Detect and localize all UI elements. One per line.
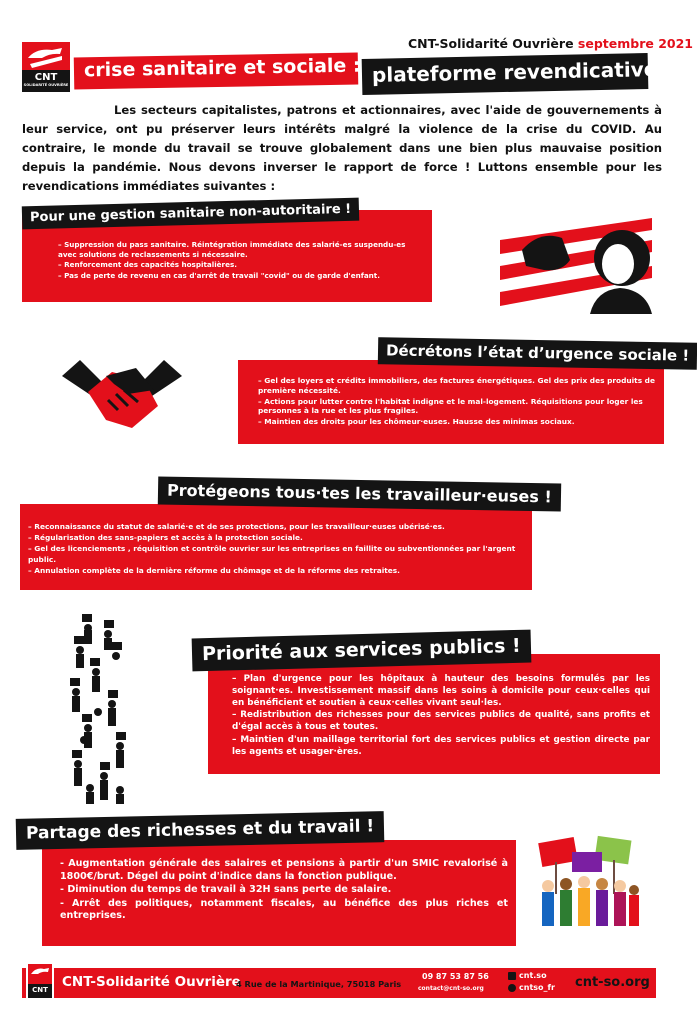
list-item: – Régularisation des sans-papiers et accès à la protection sociale.: [28, 533, 303, 543]
facebook-icon[interactable]: [508, 972, 516, 980]
title-left: crise sanitaire et sociale :: [83, 54, 361, 82]
twitter-icon[interactable]: [508, 984, 516, 992]
section-3-list: [28, 522, 524, 577]
section-3-title: Protégeons tous·tes les travailleur·euses !: [158, 476, 561, 511]
list-item: – Redistribution des richesses pour des services publics de qualité, sans profits et d'égal accès à tous et toutes.: [232, 710, 650, 733]
header-date: septembre 2021: [577, 36, 693, 51]
section-1-list: [58, 240, 420, 281]
list-item: – Maintien des droits pour les chômeur·euses. Hausse des minimas sociaux.: [258, 417, 575, 427]
footer-email[interactable]: contact@cnt-so.org: [418, 985, 484, 992]
protesters-illustration-icon: [532, 834, 644, 932]
list-item: – Actions pour lutter contre l'habitat indigne et le mal-logement. Réquisitions pour loger les personnes à la rue et les plus fragiles.: [258, 396, 643, 416]
raised-fist-woman-icon: [500, 210, 652, 314]
footer-twitter[interactable]: cntso_fr: [519, 983, 555, 992]
list-item: – Plan d'urgence pour les hôpitaux à hauteur des besoins formulés par les soignant·es. Investissement massif dans les soins à domicile pour ceux·celles qui en bénéficient et soutien à ceux·celles vivant seul·les.: [232, 674, 650, 708]
footer-logo-text: CNT: [32, 986, 48, 994]
header-org-date: [408, 38, 693, 51]
header-logo: [22, 42, 70, 92]
logo-subtext: SOLIDARITÉ OUVRIÈRE: [23, 83, 69, 87]
footer-phone: 09 87 53 87 56: [422, 972, 489, 981]
list-item: – Gel des loyers et crédits immobiliers, des factures énergétiques. Gel des prix des produits de première nécessité.: [258, 376, 655, 395]
footer-org: CNT-Solidarité Ouvrière: [62, 974, 241, 990]
footer-website[interactable]: cnt-so.org: [575, 975, 650, 990]
list-item: - Diminution du temps de travail à 32H sans perte de salaire.: [60, 884, 392, 896]
list-item: - Augmentation générale des salaires et pensions à partir d'un SMIC revalorisé à 1800€/brut. Dégel du point d'indice dans la fonction publique.: [60, 858, 508, 882]
header-org: CNT-Solidarité Ouvrière: [408, 36, 574, 51]
section-1-title: Pour une gestion sanitaire non-autoritaire !: [22, 198, 360, 230]
section-2-title: Décrétons l’état d’urgence sociale !: [378, 337, 697, 370]
list-item: – Pas de perte de revenu en cas d'arrêt de travail "covid" ou de garde d'enfant.: [58, 270, 380, 280]
footer-address: 4 Rue de la Martinique, 75018 Paris: [236, 979, 402, 989]
section-2-list: [258, 376, 658, 428]
title-right: plateforme revendicative: [371, 57, 658, 87]
list-item: – Maintien d'un maillage territorial fort des services publics et gestion directe par les agents et usager·ères.: [232, 734, 650, 757]
list-item: – Gel des licenciements , réquisition et contrôle ouvrier sur les entreprises en faillite ou subventionnées par l'argent public.: [28, 544, 516, 564]
logo-text: CNT: [34, 72, 58, 83]
footer-facebook[interactable]: cnt.so: [519, 971, 547, 980]
list-item: – Annulation complète de la dernière réforme du chômage et de la réforme des retraites.: [28, 565, 400, 575]
handshake-icon: [62, 354, 182, 434]
list-item: – Reconnaissance du statut de salarié·e et de ses protections, pour les travailleur·euses ubérisé·es.: [28, 522, 445, 531]
protest-crowd-icon: [64, 612, 136, 804]
section-5-list: [60, 858, 508, 924]
list-item: – Renforcement des capacités hospitalières.: [58, 260, 237, 270]
intro-text: Les secteurs capitalistes, patrons et actionnaires, avec l'aide de gouvernements à leur service, ont pu préserver leurs intérêts malgré la violence de la crise du COVID. Au contraire, le monde du travail se trouve globalement dans une bien plus mauvaise position depuis la pandémie. Nous devons inverser le rapport de force ! Luttons ensemble pour les revendications immédiates suivantes :: [22, 103, 662, 193]
section-4-list: [232, 674, 650, 760]
list-item: – Suppression du pass sanitaire. Réintégration immédiate des salarié-es suspendu-es avec solutions de reclassements si nécessaire.: [58, 240, 406, 259]
section-4-title: Priorité aux services publics !: [192, 630, 531, 672]
section-5-title: Partage des richesses et du travail !: [16, 811, 385, 850]
footer-logo: [26, 962, 54, 1000]
list-item: - Arrêt des politiques, notamment fiscales, au bénéfice des plus riches et entreprises.: [60, 897, 508, 922]
